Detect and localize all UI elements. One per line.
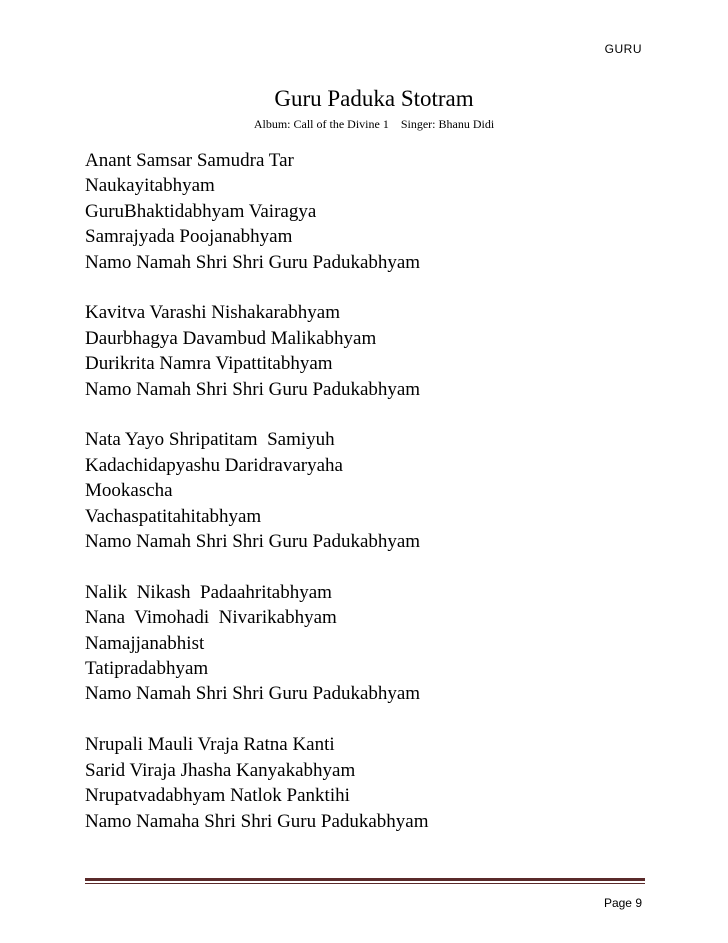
- verse-line: Nalik Nikash Padaahritabhyam: [85, 581, 332, 603]
- page-title: Guru Paduka Stotram: [274, 86, 474, 111]
- verse-line: Namo Namah Shri Shri Guru Padukabhyam: [85, 683, 421, 705]
- running-header: GURU: [604, 42, 642, 56]
- verse-line: Namo Namaha Shri Shri Guru Padukabhyam: [85, 810, 429, 832]
- footer-rule-thick: [85, 878, 645, 881]
- verse-2: [85, 300, 645, 402]
- verse-line: Naukayitabhyam: [85, 175, 215, 197]
- verse-line: Durikrita Namra Vipattitabhyam: [85, 353, 333, 375]
- verse-4: [85, 580, 645, 707]
- stotram-text: [85, 148, 645, 859]
- verse-line: Kadachidapyashu Daridravaryaha: [85, 454, 343, 476]
- verse-line: Daurbhagya Davambud Malikabhyam: [85, 327, 377, 349]
- verse-line: Samrajyada Poojanabhyam: [85, 226, 293, 248]
- verse-line: Anant Samsar Samudra Tar: [85, 150, 294, 171]
- verse-line: Nrupatvadabhyam Natlok Panktihi: [85, 785, 350, 807]
- verse-line: Sarid Viraja Jhasha Kanyakabhyam: [85, 759, 356, 781]
- verse-line: Nrupali Mauli Vraja Ratna Kanti: [85, 734, 335, 756]
- verse-line: Kavitva Varashi Nishakarabhyam: [85, 302, 341, 324]
- verse-line: Namo Namah Shri Shri Guru Padukabhyam: [85, 378, 421, 400]
- verse-line: Nana Vimohadi Nivarikabhyam: [85, 607, 337, 629]
- verse-line: Namo Namah Shri Shri Guru Padukabhyam: [85, 251, 421, 273]
- verse-line: GuruBhaktidabhyam Vairagya: [85, 200, 317, 222]
- verse-line: Namo Namah Shri Shri Guru Padukabhyam: [85, 531, 421, 553]
- verse-line: Vachaspatitahitabhyam: [85, 505, 262, 527]
- footer-rule-thin: [85, 883, 645, 884]
- subtitle: Album: Call of the Divine 1 Singer: Bhanu Didi: [253, 117, 495, 131]
- verse-line: Namajjanabhist: [85, 632, 205, 654]
- verse-5: [85, 732, 645, 834]
- verse-3: [85, 427, 645, 554]
- verse-line: Mookascha: [85, 480, 173, 502]
- verse-line: Tatipradabhyam: [85, 658, 209, 680]
- verse-1: [85, 148, 645, 275]
- page-number: Page 9: [603, 896, 642, 910]
- verse-line: Nata Yayo Shripatitam Samiyuh: [85, 429, 335, 451]
